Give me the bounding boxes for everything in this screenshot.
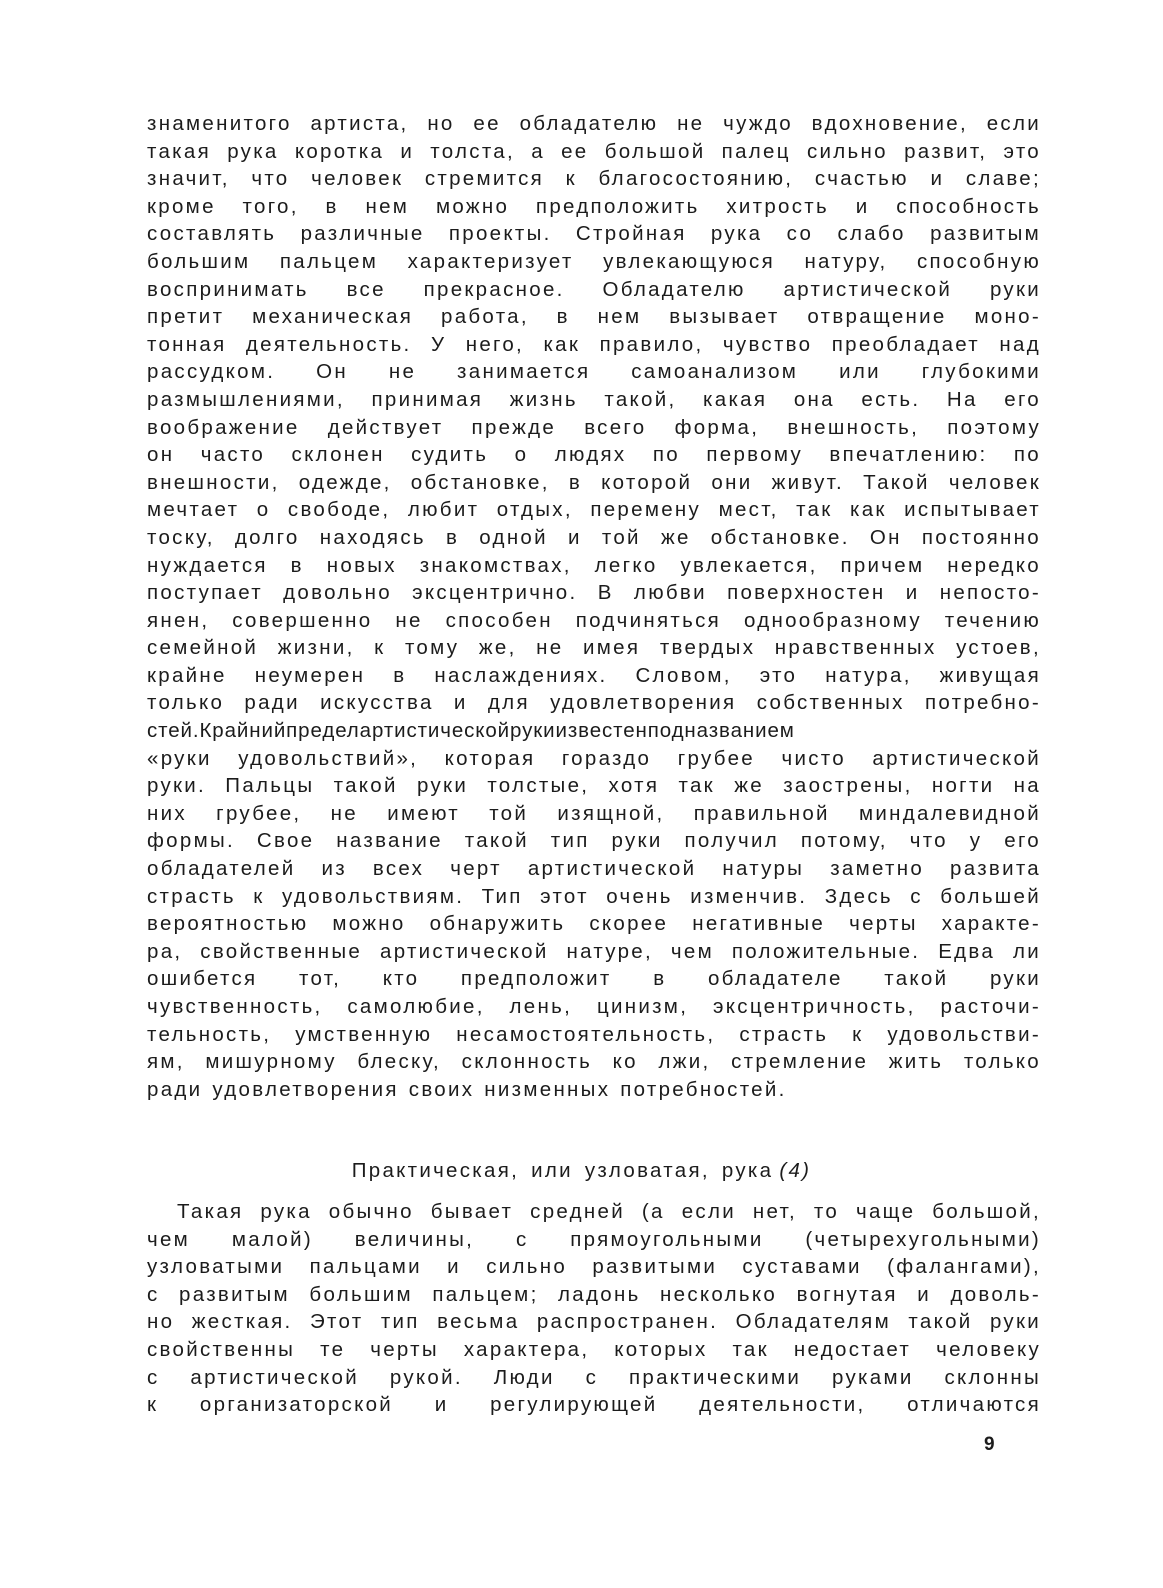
body-text xyxy=(147,110,1041,1103)
text-line: чувственность, самолюбие, лень, цинизм, эксцентричность, расточи- xyxy=(147,995,1041,1018)
text-line: с артистической рукой. Люди с практическими руками склонны xyxy=(147,1365,1041,1389)
text-line: ра, свойственные артистической натуре, чем положительные. Едва ли xyxy=(147,939,1041,963)
text-line: нуждается в новых знакомствах, легко увлекается, причем нередко xyxy=(147,553,1041,577)
page-number: 9 xyxy=(984,1434,995,1455)
text-line: вероятностью можно обнаружить скорее негативные черты характе- xyxy=(147,912,1041,936)
text-line: ям, мишурному блеску, склонность ко лжи, стремление жить только xyxy=(147,1050,1041,1074)
text-line: ради удовлетворения своих низменных потребностей. xyxy=(147,1077,787,1101)
text-line: кроме того, в нем можно предположить хитрость и способность xyxy=(147,194,1041,218)
text-line: чем малой) величины, с прямоугольными (четырехугольными) xyxy=(147,1227,1041,1251)
text-line: с развитым большим пальцем; ладонь несколько вогнутая и доволь- xyxy=(147,1282,1041,1306)
section-heading xyxy=(0,1157,1163,1184)
section-title: Практическая, или узловатая, рука xyxy=(351,1159,774,1182)
text-line: свойственны те черты характера, которых так недостает человеку xyxy=(147,1337,1041,1361)
text-line: тельность, умственную несамостоятельность, страсть к удовольстви- xyxy=(147,1022,1041,1046)
text-line: тонная деятельность. У него, как правило, чувство преобладает над xyxy=(147,332,1041,356)
text-line: большим пальцем характеризует увлекающуюся натуру, способную xyxy=(147,249,1041,273)
text-line: крайне неумерен в наслаждениях. Словом, это натура, живущая xyxy=(147,663,1041,687)
text-line: внешности, одежде, обстановке, в которой они живут. Такой человек xyxy=(147,470,1041,494)
text-line: мечтает о свободе, любит отдых, перемену мест, так как испытывает xyxy=(147,498,1041,522)
text-line: семейной жизни, к тому же, не имея твердых нравственных устоев, xyxy=(147,636,1041,660)
text-line: формы. Свое название такой тип руки получил потому, что у его xyxy=(147,829,1041,853)
text-line: к организаторской и регулирующей деятельности, отличаются xyxy=(147,1393,1041,1417)
text-line: воспринимать все прекрасное. Обладателю артистической руки xyxy=(147,277,1041,301)
section-note: (4) xyxy=(779,1159,812,1182)
text-line: обладателей из всех черт артистической натуры заметно развита xyxy=(147,857,1041,881)
text-line: такая рука коротка и толста, а ее большой палец сильно развит, это xyxy=(147,139,1041,163)
text-line: руки. Пальцы такой руки толстые, хотя так же заострены, ногти на xyxy=(147,774,1041,798)
text-line: претит механическая работа, в нем вызывает отвращение моно- xyxy=(147,305,1041,329)
text-line: «руки удовольствий», которая гораздо грубее чисто артистической xyxy=(147,746,1041,770)
section-text xyxy=(147,1198,1041,1419)
text-line: тоску, долго находясь в одной и той же обстановке. Он постоянно xyxy=(147,525,1041,549)
text-line: поступает довольно эксцентрично. В любви поверхностен и непосто- xyxy=(147,581,1041,605)
text-line: он часто склонен судить о людях по первому впечатлению: по xyxy=(147,443,1041,467)
text-line: ошибется тот, кто предположит в обладателе такой руки xyxy=(147,967,1041,991)
text-line: но жесткая. Этот тип весьма распространен. Обладателям такой руки xyxy=(147,1310,1041,1334)
text-line: Такая рука обычно бывает средней (а если нет, то чаще большой, xyxy=(177,1200,1041,1223)
text-line: только ради искусства и для удовлетворения собственных потребно- xyxy=(147,691,1041,715)
text-line: воображение действует прежде всего форма, внешность, поэтому xyxy=(147,415,1041,439)
text-line: составлять различные проекты. Стройная рука со слабо развитым xyxy=(147,222,1041,246)
text-line: них грубее, не имеют той изящной, правильной миндалевидной xyxy=(147,801,1041,825)
text-line: размышлениями, принимая жизнь такой, какая она есть. На его xyxy=(147,387,1041,411)
text-line: стей.Крайнийпределартистическойрукиизвестенподназванием xyxy=(147,719,795,743)
text-line: знаменитого артиста, но ее обладателю не чуждо вдохновение, если xyxy=(147,112,1041,135)
text-line: рассудком. Он не занимается самоанализом или глубокими xyxy=(147,360,1041,384)
text-line: узловатыми пальцами и сильно развитыми суставами (фалангами), xyxy=(147,1255,1041,1279)
text-line: янен, совершенно не способен подчиняться однообразному течению xyxy=(147,608,1041,632)
text-line: страсть к удовольствиям. Тип этот очень изменчив. Здесь с большей xyxy=(147,884,1041,908)
text-line: значит, что человек стремится к благосостоянию, счастью и славе; xyxy=(147,167,1041,191)
